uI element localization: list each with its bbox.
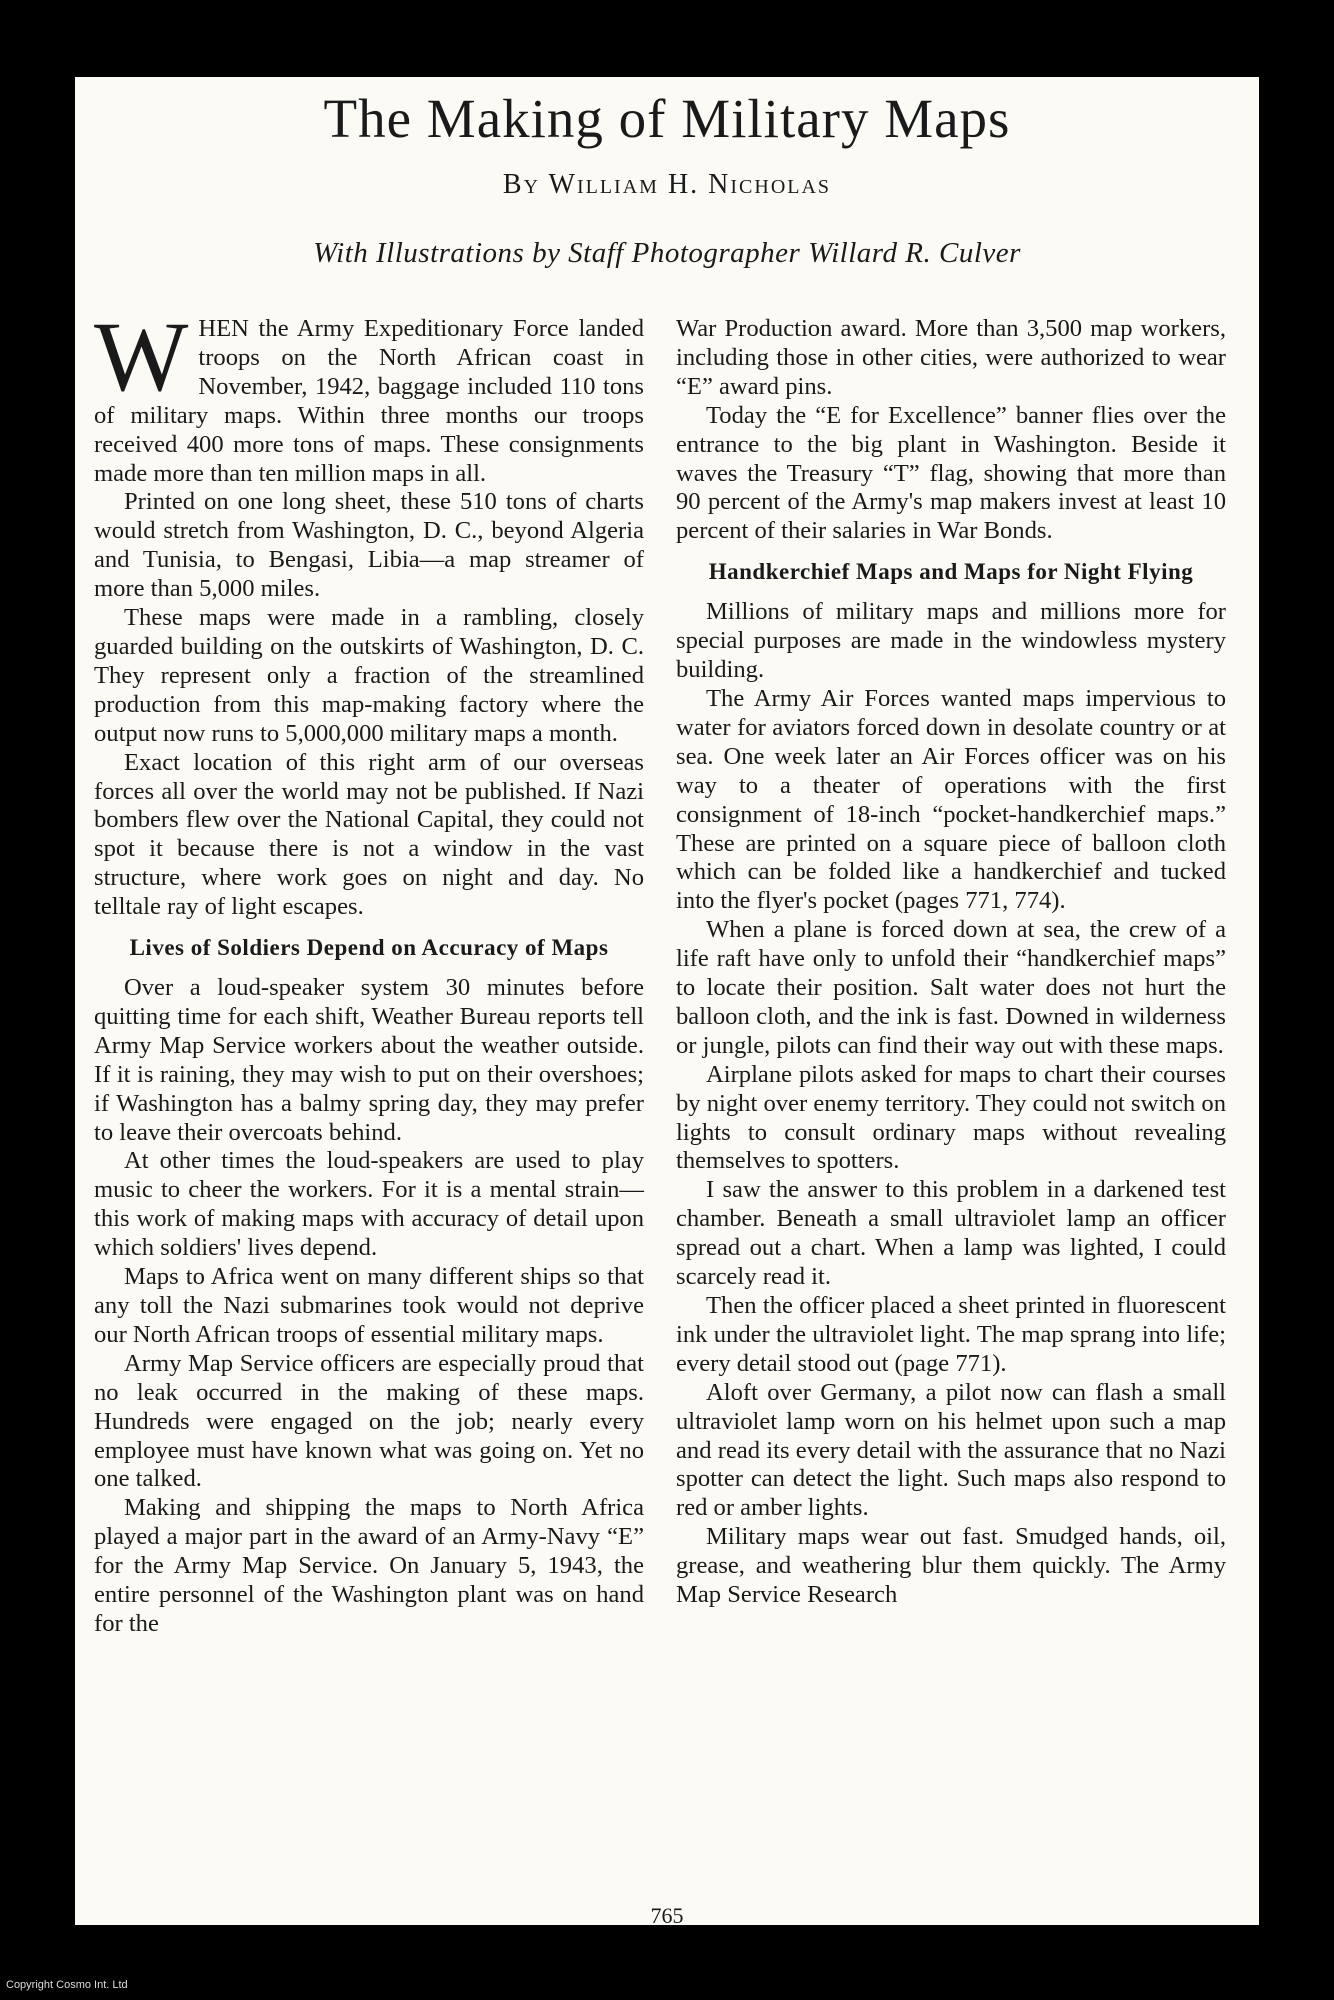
- right-column: [676, 315, 1226, 1610]
- page-number: 765: [650, 1903, 684, 1925]
- paragraph: Over a loud-speaker system 30 minutes before quitting time for each shift, Weather Bureau reports tell Army Map Service workers about the weather outside. If it is raining, they may wish to put on their overshoes; if Washington has a balmy spring day, they may prefer to leave their overcoats behind.: [94, 974, 644, 1146]
- paragraph: Military maps wear out fast. Smudged hands, oil, grease, and weathering blur them quickly. The Army Map Service Research: [676, 1523, 1226, 1609]
- paragraph: Today the “E for Excellence” banner flies over the entrance to the big plant in Washington. Beside it waves the Treasury “T” flag, showing that more than 90 percent of the Army's map makers invest at least 10 percent of their salaries in War Bonds.: [676, 401, 1226, 545]
- paragraph: Then the officer placed a sheet printed in fluorescent ink under the ultraviolet light. The map sprang into life; every detail stood out (page 771).: [676, 1292, 1226, 1377]
- paragraph: Exact location of this right arm of our overseas forces all over the world may not be published. If Nazi bombers flew over the National Capital, they could not spot it because there is not a window in the vast structure, where work goes on night and day. No telltale ray of light escapes.: [94, 748, 644, 921]
- paragraph: Aloft over Germany, a pilot now can flash a small ultraviolet lamp worn on his helmet upon such a map and read its every detail with the assurance that no Nazi spotter can detect the light. Such maps also respond to red or amber lights.: [676, 1378, 1226, 1522]
- paragraph: Making and shipping the maps to North Africa played a major part in the award of an Army-Navy “E” for the Army Map Service. On January 5, 1943, the entire personnel of the Washington plant was on hand for the: [94, 1494, 644, 1637]
- section-heading: Lives of Soldiers Depend on Accuracy of Maps: [129, 935, 609, 961]
- section-heading: Handkerchief Maps and Maps for Night Flying: [708, 559, 1194, 585]
- paragraph: I saw the answer to this problem in a darkened test chamber. Beneath a small ultraviolet lamp an officer spread out a chart. When a lamp was lighted, I could scarcely read it.: [676, 1176, 1226, 1291]
- paragraph: At other times the loud-speakers are used to play music to cheer the workers. For it is a mental strain—this work of making maps with accuracy of detail upon which soldiers' lives depend.: [94, 1147, 644, 1262]
- article-page: [75, 77, 1259, 1925]
- paragraph: Printed on one long sheet, these 510 tons of charts would stretch from Washington, D. C., beyond Algeria and Tunisia, to Bengasi, Libia—a map streamer of more than 5,000 miles.: [94, 488, 644, 603]
- paragraph: War Production award. More than 3,500 map workers, including those in other cities, were authorized to wear “E” award pins.: [676, 315, 1226, 400]
- paragraph: When a plane is forced down at sea, the crew of a life raft have only to unfold their “handkerchief maps” to locate their position. Salt water does not hurt the balloon cloth, and the ink is fast. Downed in wilderness or jungle, pilots can find their way out with these maps.: [676, 916, 1226, 1059]
- paragraph: Army Map Service officers are especially proud that no leak occurred in the making of these maps. Hundreds were engaged on the job; nearly every employee must have known what was going on. Yet no one talked.: [94, 1349, 644, 1493]
- paragraph: The Army Air Forces wanted maps impervious to water for aviators forced down in desolate country or at sea. One week later an Air Forces officer was on his way to a theater of operations with the first consignment of 18-inch “pocket-handkerchief maps.” These are printed on a square piece of balloon cloth which can be folded like a handkerchief and tucked into the flyer's pocket (pages 771, 774).: [676, 684, 1226, 915]
- paragraph: These maps were made in a rambling, closely guarded building on the outskirts of Washington, D. C. They represent only a fraction of the streamlined production from this map-making factory where the output now runs to 5,000,000 military maps a month.: [94, 604, 644, 747]
- left-column: [94, 301, 644, 1639]
- article-title: The Making of Military Maps: [323, 88, 1011, 149]
- paragraph: Millions of military maps and millions more for special purposes are made in the windowless mystery building.: [676, 598, 1226, 684]
- paragraph: WHEN the Army Expeditionary Force landed troops on the North African coast in November, 1942, baggage included 110 tons of military maps. Within three months our troops received 400 more tons of maps. These consignments made more than ten million maps in all.: [94, 301, 644, 487]
- drop-cap: W: [94, 301, 189, 412]
- paragraph: Airplane pilots asked for maps to chart their courses by night over enemy territory. They could not switch on lights to consult ordinary maps without revealing themselves to spotters.: [676, 1060, 1226, 1175]
- copyright-notice: Copyright Cosmo Int. Ltd: [6, 1979, 128, 1991]
- photo-credit: With Illustrations by Staff Photographer Willard R. Culver: [313, 237, 1021, 269]
- byline: By William H. Nicholas: [502, 169, 832, 200]
- paragraph: Maps to Africa went on many different ships so that any toll the Nazi submarines took would not deprive our North African troops of essential military maps.: [94, 1263, 644, 1348]
